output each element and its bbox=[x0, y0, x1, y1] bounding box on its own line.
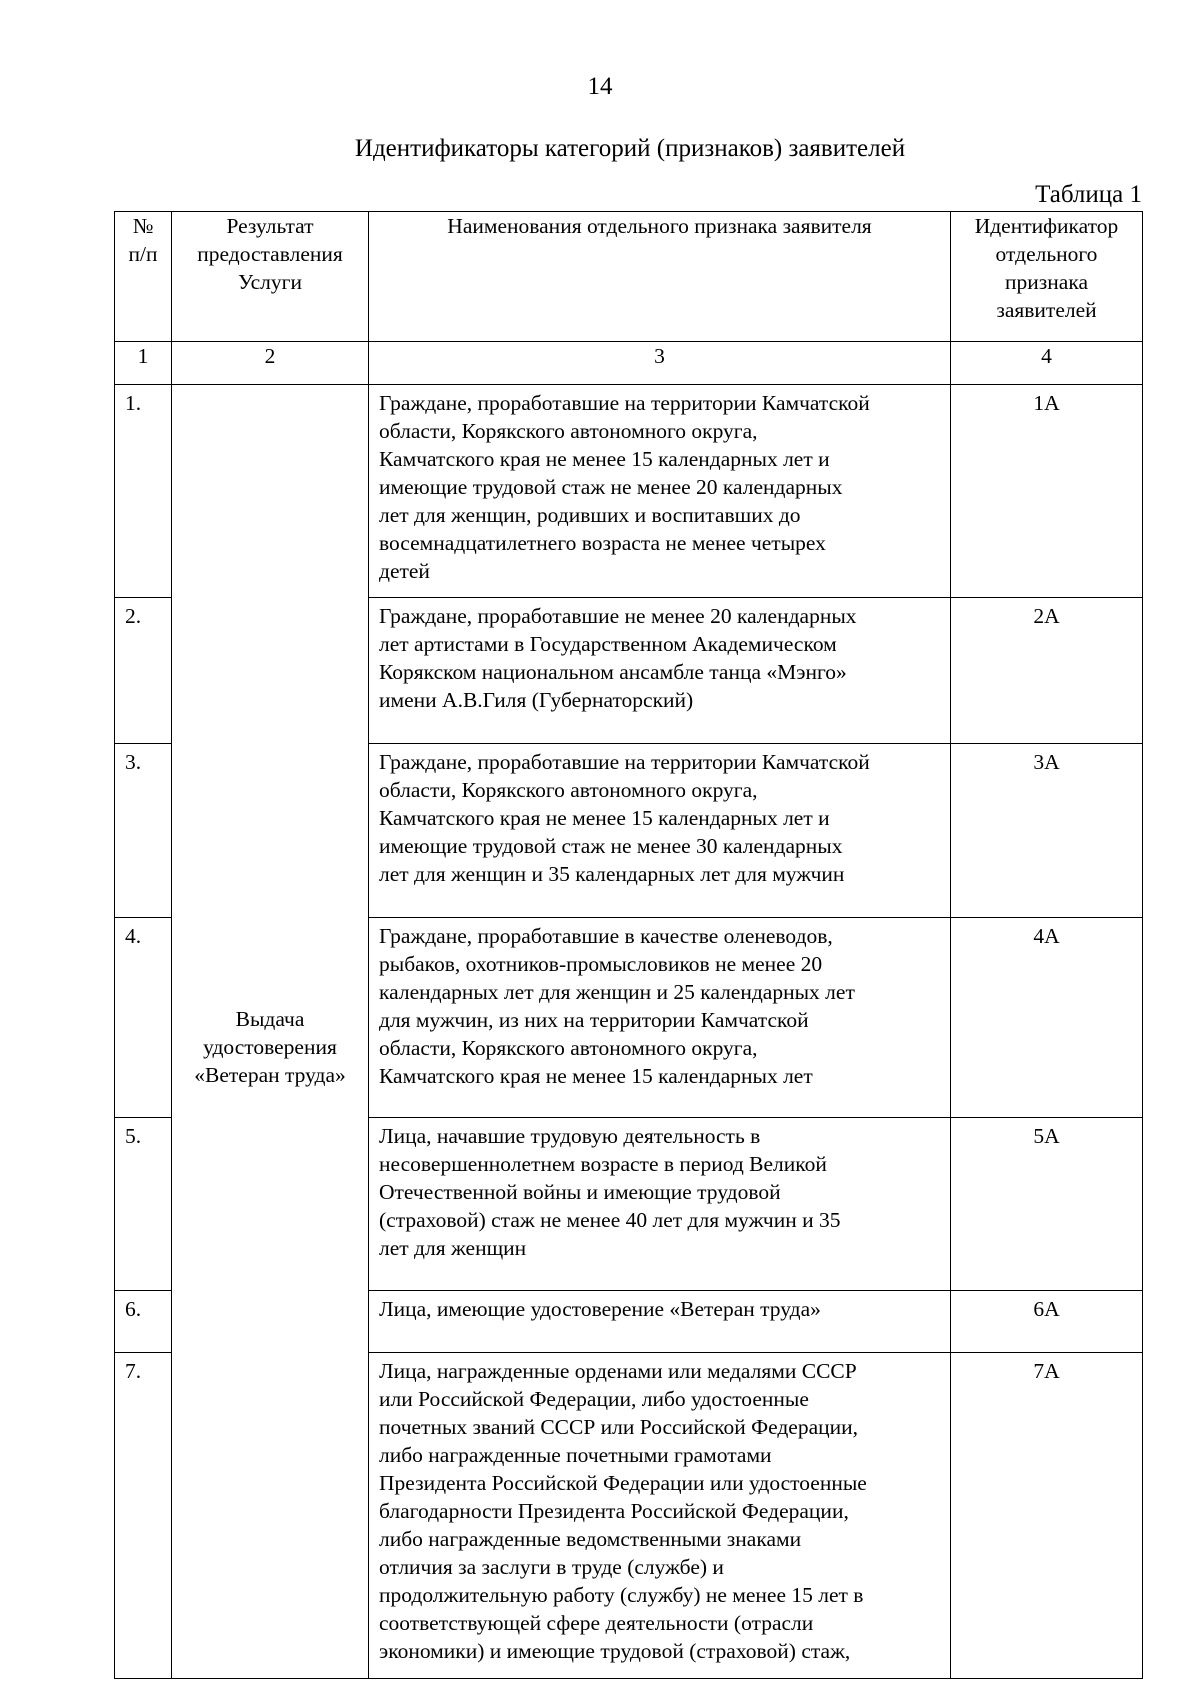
row-description: Лица, имеющие удостоверение «Ветеран труда» bbox=[369, 1291, 951, 1353]
page-number: 14 bbox=[587, 73, 613, 100]
row-description: Граждане, проработавшие на территории Камчатской области, Корякского автономного округа, Камчатского края не менее 15 календарных лет и имеющие трудовой стаж не менее 20 календарных лет для женщин, родивших и воспитавших до восемнадцатилетнего возраста не менее четырех детей bbox=[369, 385, 951, 598]
row-identifier: 3А bbox=[951, 744, 1143, 918]
result-cell: Выдача удостоверения «Ветеран труда» bbox=[172, 385, 369, 1679]
row-identifier: 1А bbox=[951, 385, 1143, 598]
row-description: Граждане, проработавшие не менее 20 календарных лет артистами в Государственном Академическом Корякском национальном ансамбле танца «Мэнго» имени А.В.Гиля (Губернаторский) bbox=[369, 598, 951, 744]
row-number: 1. bbox=[115, 385, 172, 598]
applicant-categories-table bbox=[114, 211, 1143, 1679]
row-description: Лица, награжденные орденами или медалями СССР или Российской Федерации, либо удостоенные почетных званий СССР или Российской Федерации, либо награжденные почетными грамотами Президента Российской Федерации или удостоенные благодарности Президента Российской Федерации, либо награжденные ведомственными знаками отличия за заслуги в труде (службе) и продолжительную работу (службу) не менее 15 лет в соответствующей сфере деятельности (отрасли экономики) и имеющие трудовой (страховой) стаж, bbox=[369, 1353, 951, 1679]
table-row bbox=[115, 385, 1143, 598]
header-name: Наименования отдельного признака заявителя bbox=[369, 212, 951, 342]
column-numbers-row bbox=[115, 342, 1143, 385]
row-number: 7. bbox=[115, 1353, 172, 1679]
row-number: 4. bbox=[115, 918, 172, 1118]
table-header-row bbox=[115, 212, 1143, 342]
table-caption: Таблица 1 bbox=[1035, 181, 1142, 208]
column-number: 4 bbox=[951, 342, 1143, 385]
row-description: Граждане, проработавшие на территории Камчатской области, Корякского автономного округа, Камчатского края не менее 15 календарных лет и имеющие трудовой стаж не менее 30 календарных лет для женщин и 35 календарных лет для мужчин bbox=[369, 744, 951, 918]
row-identifier: 5А bbox=[951, 1118, 1143, 1291]
header-identifier: Идентификатор отдельного признака заявителей bbox=[951, 212, 1143, 342]
header-number: № п/п bbox=[115, 212, 172, 342]
header-result: Результат предоставления Услуги bbox=[172, 212, 369, 342]
row-number: 5. bbox=[115, 1118, 172, 1291]
row-number: 3. bbox=[115, 744, 172, 918]
document-title: Идентификаторы категорий (признаков) заявителей bbox=[354, 135, 906, 162]
row-number: 2. bbox=[115, 598, 172, 744]
row-description: Граждане, проработавшие в качестве оленеводов, рыбаков, охотников-промысловиков не менее 20 календарных лет для женщин и 25 календарных лет для мужчин, из них на территории Камчатской области, Корякского автономного округа, Камчатского края не менее 15 календарных лет bbox=[369, 918, 951, 1118]
row-identifier: 4А bbox=[951, 918, 1143, 1118]
column-number: 2 bbox=[172, 342, 369, 385]
row-identifier: 7А bbox=[951, 1353, 1143, 1679]
row-identifier: 2А bbox=[951, 598, 1143, 744]
column-number: 3 bbox=[369, 342, 951, 385]
row-number: 6. bbox=[115, 1291, 172, 1353]
row-description: Лица, начавшие трудовую деятельность в несовершеннолетнем возрасте в период Великой Отечественной войны и имеющие трудовой (страховой) стаж не менее 40 лет для мужчин и 35 лет для женщин bbox=[369, 1118, 951, 1291]
column-number: 1 bbox=[115, 342, 172, 385]
row-identifier: 6А bbox=[951, 1291, 1143, 1353]
